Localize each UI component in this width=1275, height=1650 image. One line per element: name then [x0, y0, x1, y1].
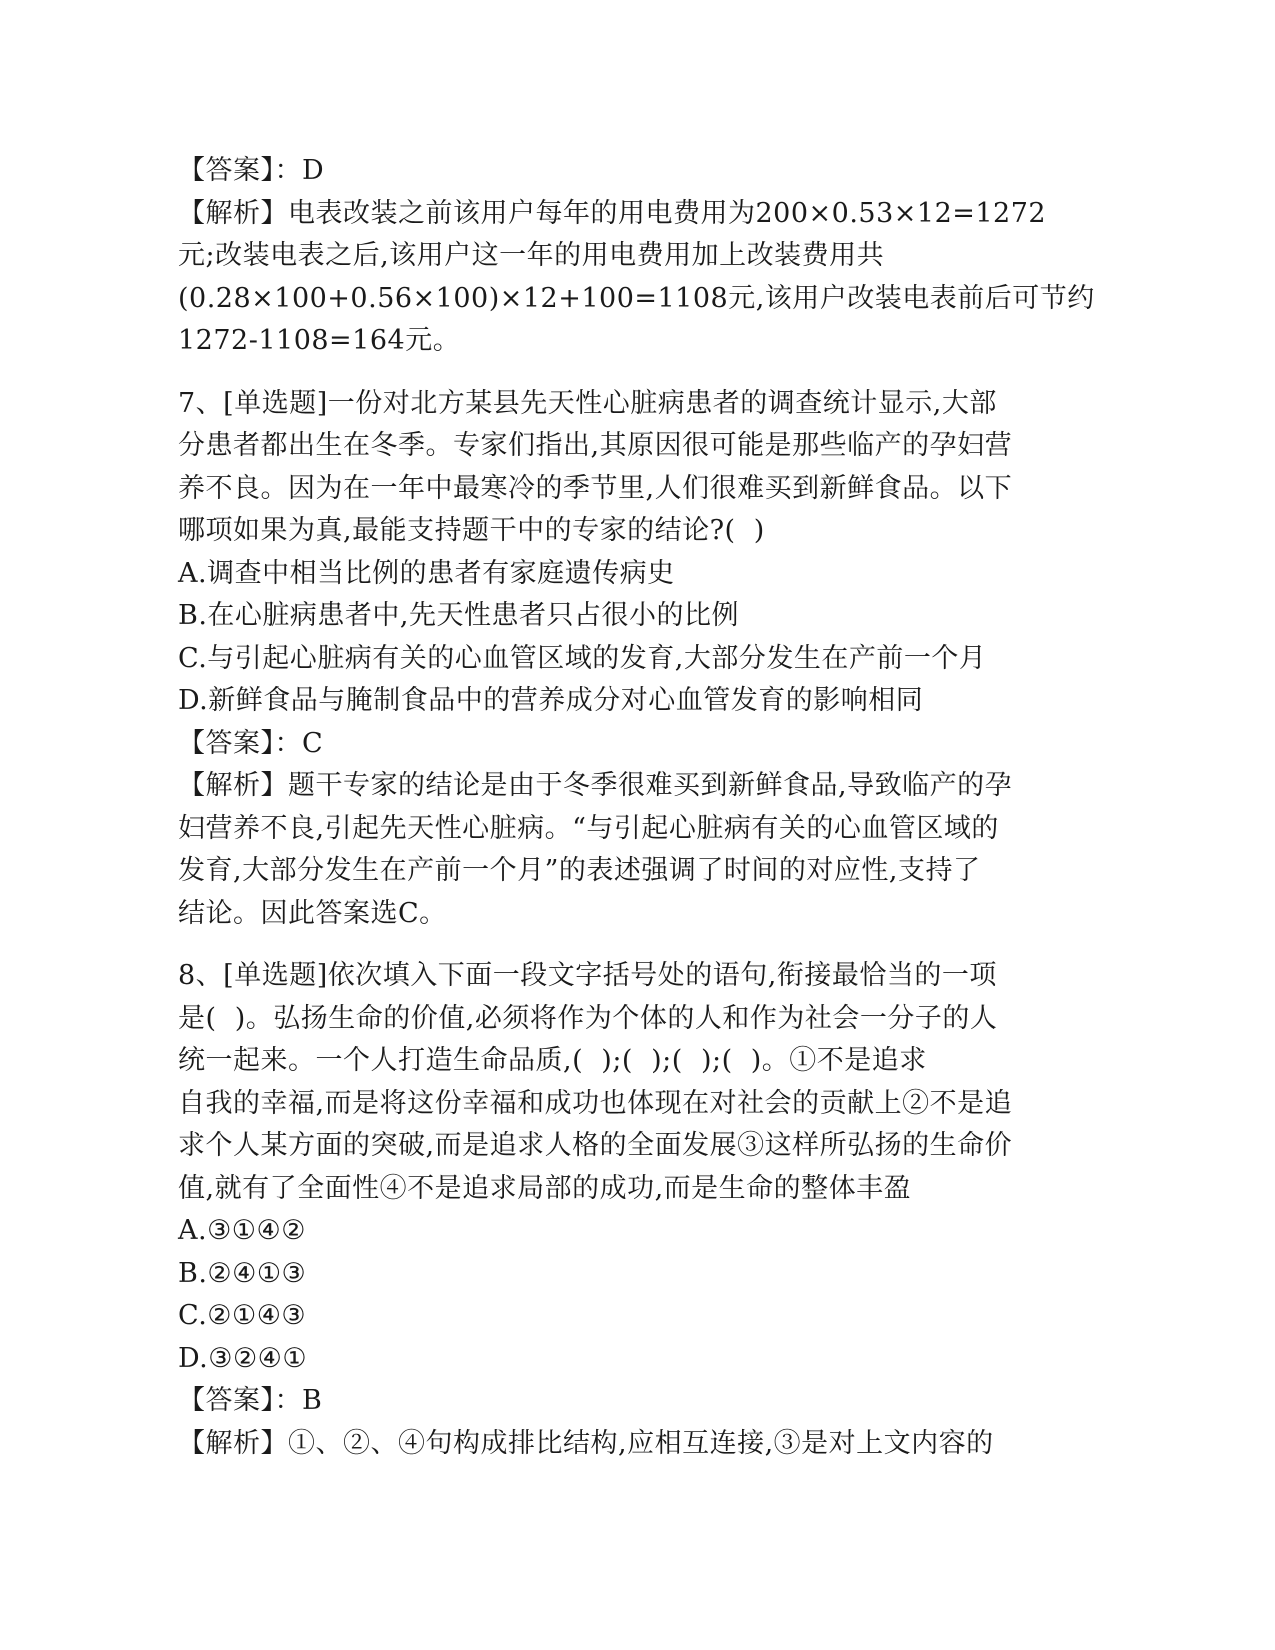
- question-stem-line: 自我的幸福,而是将这份幸福和成功也体现在对社会的贡献上②不是追: [178, 1087, 1013, 1119]
- option-b: B.在心脏病患者中,先天性患者只占很小的比例: [178, 600, 740, 631]
- option-a: A.③①④②: [178, 1215, 306, 1246]
- section-gap: [178, 363, 1098, 383]
- question-6-tail: [178, 150, 1098, 363]
- option-d: D.③②④①: [178, 1342, 308, 1374]
- option-b: B.②④①③: [178, 1257, 307, 1289]
- question-stem-line: 是( )。弘扬生命的价值,必须将作为个体的人和作为社会一分子的人: [178, 1002, 998, 1034]
- analysis-line: (0.28×100+0.56×100)×12+100=1108元,该用户改装电表前后可节约: [178, 282, 1095, 314]
- answer-line: 【答案】：B: [178, 1385, 323, 1416]
- question-stem-line: 统一起来。一个人打造生命品质,( );( );( );( )。①不是追求: [178, 1045, 927, 1076]
- option-c: C.与引起心脏病有关的心血管区域的发育,大部分发生在产前一个月: [178, 642, 987, 674]
- option-d: D.新鲜食品与腌制食品中的营养成分对心血管发育的影响相同: [178, 685, 924, 716]
- question-stem-line: 求个人某方面的突破,而是追求人格的全面发展③这样所弘扬的生命价: [178, 1130, 1013, 1161]
- question-stem-line: 分患者都出生在冬季。专家们指出,其原因很可能是那些临产的孕妇营: [178, 430, 1013, 461]
- analysis-line: 【解析】①、②、④句构成排比结构,应相互连接,③是对上文内容的: [178, 1427, 994, 1459]
- analysis-line: 元;改装电表之后,该用户这一年的用电费用加上改装费用共: [178, 240, 885, 271]
- analysis-line: 【解析】题干专家的结论是由于冬季很难买到新鲜食品,导致临产的孕: [178, 770, 1013, 801]
- document-page: [178, 150, 1098, 1465]
- question-stem-line: 值,就有了全面性④不是追求局部的成功,而是生命的整体丰盈: [178, 1172, 912, 1204]
- question-stem-line: 7、[单选题]一份对北方某县先天性心脏病患者的调查统计显示,大部: [178, 387, 997, 419]
- analysis-line: 【解析】电表改装之前该用户每年的用电费用为200×0.53×12=1272: [178, 197, 1047, 229]
- question-8: [178, 955, 1098, 1465]
- option-a: A.调查中相当比例的患者有家庭遗传病史: [178, 557, 675, 589]
- question-stem-line: 8、[单选题]依次填入下面一段文字括号处的语句,衔接最恰当的一项: [178, 960, 997, 991]
- analysis-line: 1272-1108=164元。: [178, 325, 461, 356]
- question-stem-line: 养不良。因为在一年中最寒冷的季节里,人们很难买到新鲜食品。以下: [178, 472, 1013, 504]
- option-c: C.②①④③: [178, 1300, 307, 1331]
- question-7: [178, 383, 1098, 936]
- analysis-line: 发育,大部分发生在产前一个月”的表述强调了时间的对应性,支持了: [178, 855, 981, 886]
- analysis-line: 妇营养不良,引起先天性心脏病。“与引起心脏病有关的心血管区域的: [178, 812, 999, 844]
- analysis-line: 结论。因此答案选C。: [178, 897, 447, 929]
- answer-line: 【答案】：D: [178, 155, 325, 186]
- section-gap: [178, 935, 1098, 955]
- answer-line: 【答案】：C: [178, 727, 324, 759]
- question-stem-line: 哪项如果为真,最能支持题干中的专家的结论?( ): [178, 515, 765, 546]
